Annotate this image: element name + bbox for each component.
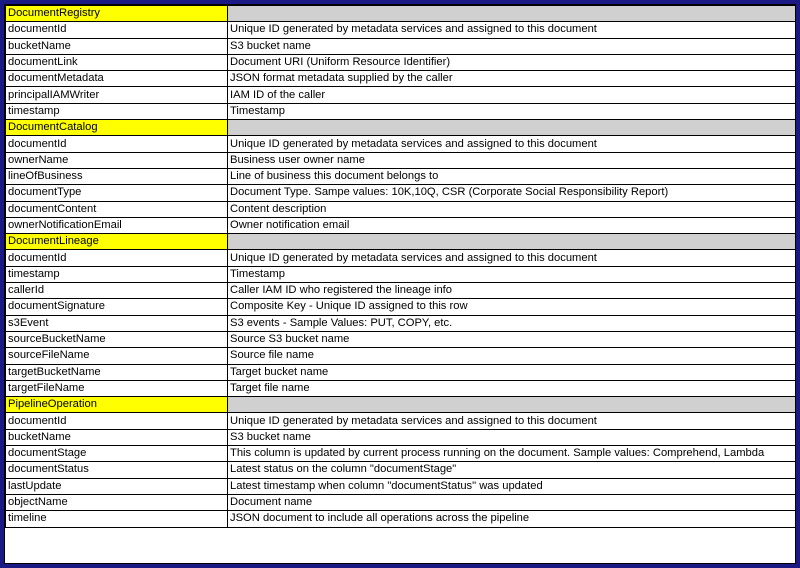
field-description-cell: Content description <box>228 201 796 217</box>
field-description-cell: Timestamp <box>228 103 796 119</box>
field-description-cell: Business user owner name <box>228 152 796 168</box>
schema-table <box>5 5 796 528</box>
field-description-cell: Source S3 bucket name <box>228 331 796 347</box>
field-name-cell: lineOfBusiness <box>6 168 228 184</box>
field-description-cell: JSON format metadata supplied by the caller <box>228 71 796 87</box>
field-description-cell: Latest timestamp when column "documentStatus" was updated <box>228 478 796 494</box>
field-name-cell: ownerNotificationEmail <box>6 217 228 233</box>
field-name-cell: documentId <box>6 136 228 152</box>
field-description-cell: S3 bucket name <box>228 38 796 54</box>
section-title: DocumentCatalog <box>6 120 228 136</box>
table-row <box>6 38 796 54</box>
section-header-filler <box>228 6 796 22</box>
schema-document <box>4 4 796 564</box>
field-description-cell: Target file name <box>228 380 796 396</box>
field-name-cell: timestamp <box>6 103 228 119</box>
field-description-cell: Unique ID generated by metadata services and assigned to this document <box>228 413 796 429</box>
field-description-cell: IAM ID of the caller <box>228 87 796 103</box>
field-description-cell: Source file name <box>228 348 796 364</box>
field-description-cell: Document name <box>228 494 796 510</box>
table-row <box>6 152 796 168</box>
field-description-cell: Line of business this document belongs to <box>228 168 796 184</box>
field-description-cell: Owner notification email <box>228 217 796 233</box>
section-header-filler <box>228 234 796 250</box>
field-description-cell: S3 bucket name <box>228 429 796 445</box>
field-name-cell: sourceBucketName <box>6 331 228 347</box>
field-description-cell: Unique ID generated by metadata services and assigned to this document <box>228 22 796 38</box>
field-name-cell: documentId <box>6 250 228 266</box>
field-name-cell: documentLink <box>6 54 228 70</box>
section-title: PipelineOperation <box>6 397 228 413</box>
field-name-cell: sourceFileName <box>6 348 228 364</box>
table-row <box>6 266 796 282</box>
section-title: DocumentRegistry <box>6 6 228 22</box>
table-row <box>6 413 796 429</box>
field-name-cell: documentId <box>6 413 228 429</box>
field-name-cell: documentMetadata <box>6 71 228 87</box>
table-row <box>6 331 796 347</box>
field-description-cell: JSON document to include all operations across the pipeline <box>228 511 796 527</box>
table-row <box>6 380 796 396</box>
section-title: DocumentLineage <box>6 234 228 250</box>
table-row <box>6 348 796 364</box>
field-name-cell: s3Event <box>6 315 228 331</box>
field-description-cell: Composite Key - Unique ID assigned to this row <box>228 299 796 315</box>
table-row <box>6 283 796 299</box>
table-row <box>6 201 796 217</box>
table-row <box>6 54 796 70</box>
section-header-row <box>6 6 796 22</box>
field-description-cell: Document URI (Uniform Resource Identifier) <box>228 54 796 70</box>
table-row <box>6 217 796 233</box>
field-name-cell: timestamp <box>6 266 228 282</box>
table-row <box>6 185 796 201</box>
field-name-cell: documentStage <box>6 446 228 462</box>
field-description-cell: S3 events - Sample Values: PUT, COPY, etc. <box>228 315 796 331</box>
field-name-cell: bucketName <box>6 38 228 54</box>
table-row <box>6 250 796 266</box>
field-description-cell: Target bucket name <box>228 364 796 380</box>
table-row <box>6 168 796 184</box>
field-description-cell: Document Type. Sampe values: 10K,10Q, CSR (Corporate Social Responsibility Report) <box>228 185 796 201</box>
field-name-cell: documentType <box>6 185 228 201</box>
field-name-cell: principalIAMWriter <box>6 87 228 103</box>
table-row <box>6 87 796 103</box>
field-name-cell: targetBucketName <box>6 364 228 380</box>
field-description-cell: Caller IAM ID who registered the lineage info <box>228 283 796 299</box>
field-name-cell: ownerName <box>6 152 228 168</box>
field-name-cell: documentContent <box>6 201 228 217</box>
table-row <box>6 364 796 380</box>
field-name-cell: timeline <box>6 511 228 527</box>
field-name-cell: lastUpdate <box>6 478 228 494</box>
section-header-row <box>6 397 796 413</box>
field-description-cell: This column is updated by current process running on the document. Sample values: Comprehend, Lambda <box>228 446 796 462</box>
table-row <box>6 494 796 510</box>
field-name-cell: documentStatus <box>6 462 228 478</box>
field-name-cell: objectName <box>6 494 228 510</box>
table-row <box>6 136 796 152</box>
section-header-row <box>6 234 796 250</box>
field-name-cell: bucketName <box>6 429 228 445</box>
field-name-cell: documentId <box>6 22 228 38</box>
field-name-cell: targetFileName <box>6 380 228 396</box>
field-name-cell: documentSignature <box>6 299 228 315</box>
table-row <box>6 315 796 331</box>
schema-table-body <box>6 6 796 528</box>
section-header-row <box>6 120 796 136</box>
section-header-filler <box>228 120 796 136</box>
field-name-cell: callerId <box>6 283 228 299</box>
table-row <box>6 446 796 462</box>
section-header-filler <box>228 397 796 413</box>
field-description-cell: Unique ID generated by metadata services and assigned to this document <box>228 136 796 152</box>
table-row <box>6 71 796 87</box>
field-description-cell: Latest status on the column "documentStage" <box>228 462 796 478</box>
field-description-cell: Unique ID generated by metadata services and assigned to this document <box>228 250 796 266</box>
table-row <box>6 22 796 38</box>
table-row <box>6 299 796 315</box>
table-row <box>6 103 796 119</box>
table-row <box>6 462 796 478</box>
field-description-cell: Timestamp <box>228 266 796 282</box>
table-row <box>6 511 796 527</box>
table-row <box>6 429 796 445</box>
table-row <box>6 478 796 494</box>
